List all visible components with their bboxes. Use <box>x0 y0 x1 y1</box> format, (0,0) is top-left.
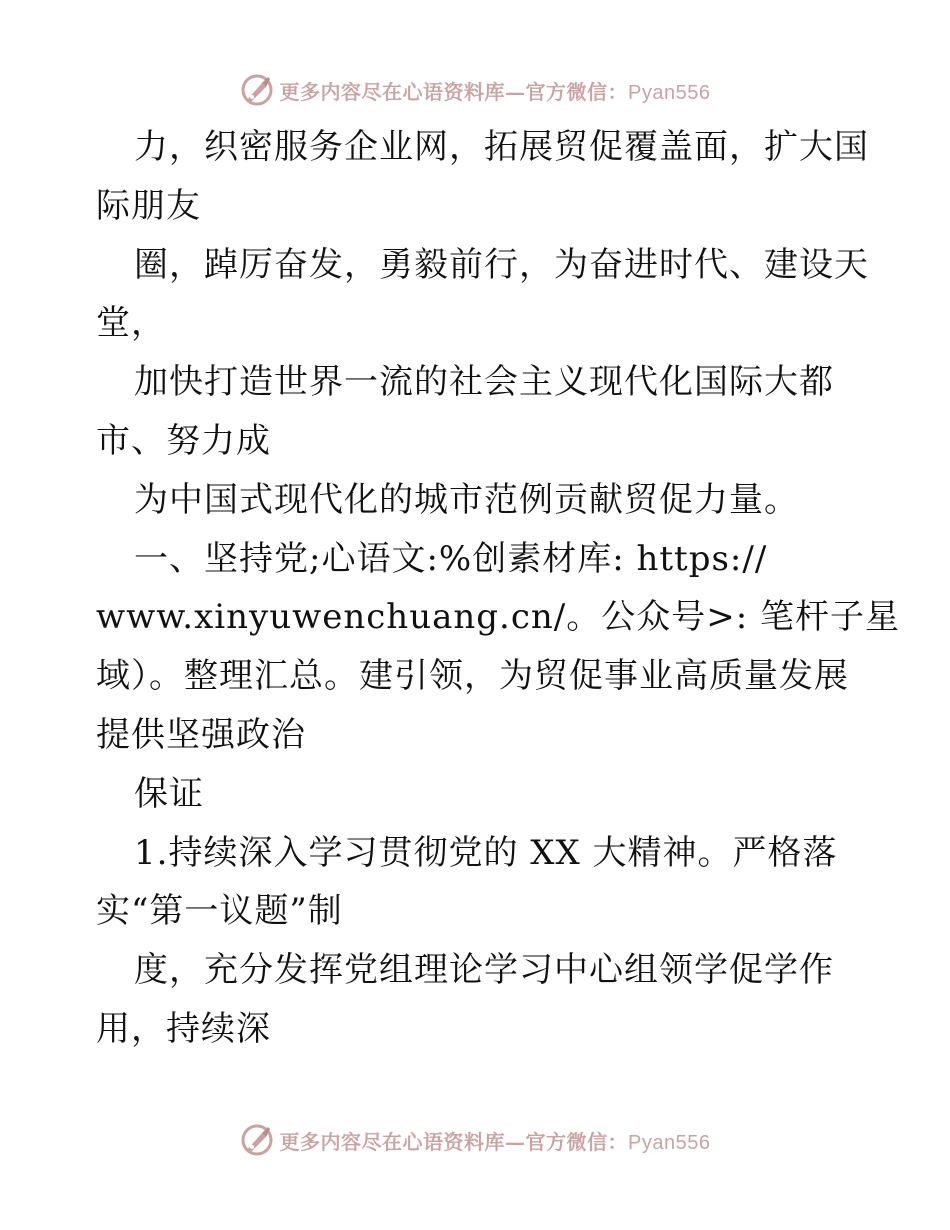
text-line: 域）。整理汇总。建引领，为贸促事业高质量发展 <box>96 656 849 697</box>
header-watermark <box>0 70 950 110</box>
text-line: 用，持续深 <box>96 1008 271 1049</box>
text-line: 堂， <box>96 303 166 344</box>
pen-logo-icon <box>240 1123 274 1157</box>
text-line: 为中国式现代化的城市范例贡献贸促力量。 <box>134 479 799 520</box>
text-line: 度，充分发挥党组理论学习中心组领学促学作 <box>134 950 834 991</box>
text-line: www.xinyuwenchuang.cn/。公众号>: 笔杆子星 <box>96 597 900 638</box>
text-line: 市、努力成 <box>96 420 271 461</box>
text-line: 保证 <box>134 773 204 814</box>
text-line: 实“第一议题”制 <box>96 891 343 932</box>
text-line: 提供坚强政治 <box>96 714 306 755</box>
footer-watermark <box>0 1120 950 1160</box>
pen-logo-icon <box>240 73 274 107</box>
watermark-text: 更多内容尽在心语资料库—官方微信：Pyan556 <box>279 1129 711 1154</box>
text-line: 1.持续深入学习贯彻党的 XX 大精神。严格落 <box>134 832 838 873</box>
text-line: 圈，踔厉奋发，勇毅前行，为奋进时代、建设天 <box>134 244 869 285</box>
text-line: 一、坚持党;心语文:%创素材库: https:// <box>134 538 768 579</box>
watermark-text: 更多内容尽在心语资料库—官方微信：Pyan556 <box>279 79 711 104</box>
document-body <box>96 118 900 1059</box>
text-line: 际朋友 <box>96 185 201 226</box>
text-line: 力，织密服务企业网，拓展贸促覆盖面，扩大国 <box>134 127 869 167</box>
text-line: 加快打造世界一流的社会主义现代化国际大都 <box>134 362 834 403</box>
